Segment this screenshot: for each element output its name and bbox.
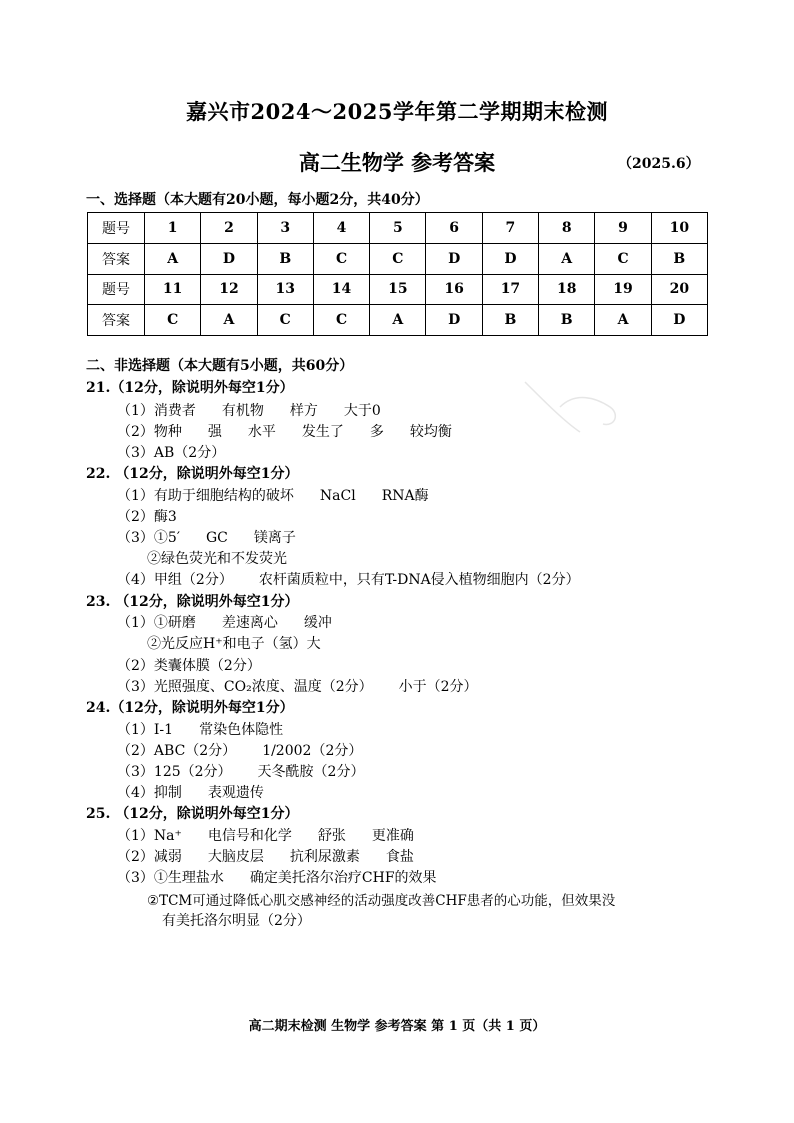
table-cell: C	[313, 305, 369, 336]
q25-line-2: （2）减弱 大脑皮层 抗利尿激素 食盐	[117, 849, 414, 865]
table-cell: 4	[313, 213, 369, 244]
question-21-heading: 21.（12分，除说明外每空1分）	[86, 380, 294, 396]
table-cell: 2	[201, 213, 257, 244]
table-row	[88, 274, 708, 305]
table-cell: 20	[651, 274, 707, 305]
table-cell: 8	[539, 213, 595, 244]
table-cell: B	[257, 243, 313, 274]
q22-line-2: （2）酶3	[117, 509, 177, 525]
q22-line-3b: ②绿色荧光和不发荧光	[147, 551, 287, 567]
pen-mark-decoration	[505, 372, 645, 452]
section-1-heading: 一、选择题（本大题有20小题，每小题2分，共40分）	[86, 192, 429, 208]
table-cell: 9	[595, 213, 651, 244]
table-cell: A	[145, 243, 201, 274]
table-cell: 11	[145, 274, 201, 305]
table-cell: 16	[426, 274, 482, 305]
table-cell: 6	[426, 213, 482, 244]
table-cell: 19	[595, 274, 651, 305]
q22-line-4: （4）甲组（2分） 农杆菌质粒中，只有T-DNA侵入植物细胞内（2分）	[117, 572, 580, 588]
row-label: 答案	[88, 305, 145, 336]
table-cell: 12	[201, 274, 257, 305]
question-24-heading: 24.（12分，除说明外每空1分）	[86, 700, 294, 716]
q25-line-3c: 有美托洛尔明显（2分）	[162, 913, 311, 929]
question-23-heading: 23. （12分，除说明外每空1分）	[86, 594, 299, 610]
q24-line-2: （2）ABC（2分） 1/2002（2分）	[117, 743, 363, 759]
q24-line-1: （1）Ⅰ-1 常染色体隐性	[117, 722, 284, 738]
table-cell: D	[482, 243, 538, 274]
section-2-heading: 二、非选择题（本大题有5小题，共60分）	[86, 358, 354, 374]
exam-date: （2025.6）	[618, 156, 700, 172]
q22-line-1: （1）有助于细胞结构的破坏 NaCl RNA酶	[117, 488, 429, 504]
table-cell: 15	[370, 274, 426, 305]
table-cell: B	[651, 243, 707, 274]
question-25-heading: 25. （12分，除说明外每空1分）	[86, 806, 299, 822]
table-cell: A	[201, 305, 257, 336]
table-cell: 18	[539, 274, 595, 305]
row-label: 答案	[88, 243, 145, 274]
page-title: 嘉兴市2024～2025学年第二学期期末检测	[186, 99, 608, 124]
table-cell: 14	[313, 274, 369, 305]
table-cell: D	[426, 243, 482, 274]
question-22-heading: 22. （12分，除说明外每空1分）	[86, 466, 299, 482]
table-cell: B	[539, 305, 595, 336]
q24-line-4: （4）抑制 表观遗传	[117, 785, 264, 801]
table-cell: 5	[370, 213, 426, 244]
q21-line-1: （1）消费者 有机物 样方 大于0	[117, 403, 381, 419]
answer-table	[87, 212, 708, 336]
table-cell: B	[482, 305, 538, 336]
table-cell: C	[595, 243, 651, 274]
table-cell: A	[370, 305, 426, 336]
table-cell: 3	[257, 213, 313, 244]
q21-line-3: （3）AB（2分）	[117, 445, 226, 461]
table-row	[88, 213, 708, 244]
table-row	[88, 305, 708, 336]
table-row	[88, 243, 708, 274]
q21-line-2: （2）物种 强 水平 发生了 多 较均衡	[117, 424, 452, 440]
table-cell: D	[426, 305, 482, 336]
table-cell: D	[201, 243, 257, 274]
page-subtitle: 高二生物学 参考答案	[298, 150, 496, 175]
q23-line-1b: ②光反应H⁺和电子（氢）大	[147, 636, 321, 652]
table-cell: A	[539, 243, 595, 274]
q25-line-1: （1）Na⁺ 电信号和化学 舒张 更准确	[117, 828, 414, 844]
row-label: 题号	[88, 213, 145, 244]
table-cell: D	[651, 305, 707, 336]
q25-line-3: （3）①生理盐水 确定美托洛尔治疗CHF的效果	[117, 870, 437, 886]
row-label: 题号	[88, 274, 145, 305]
q23-line-3: （3）光照强度、CO₂浓度、温度（2分） 小于（2分）	[117, 679, 478, 695]
table-cell: 1	[145, 213, 201, 244]
table-cell: C	[145, 305, 201, 336]
table-cell: 13	[257, 274, 313, 305]
q23-line-1: （1）①研磨 差速离心 缓冲	[117, 615, 332, 631]
q22-line-3: （3）①5′ GC 镁离子	[117, 530, 296, 546]
table-cell: 7	[482, 213, 538, 244]
table-cell: 17	[482, 274, 538, 305]
table-cell: C	[313, 243, 369, 274]
q24-line-3: （3）125（2分） 天冬酰胺（2分）	[117, 764, 365, 780]
q23-line-2: （2）类囊体膜（2分）	[117, 658, 261, 674]
table-cell: C	[370, 243, 426, 274]
page-footer: 高二期末检测 生物学 参考答案 第 1 页（共 1 页）	[248, 1019, 546, 1034]
table-cell: 10	[651, 213, 707, 244]
table-cell: C	[257, 305, 313, 336]
table-cell: A	[595, 305, 651, 336]
q25-line-3b: ②TCM可通过降低心肌交感神经的活动强度改善CHF患者的心功能，但效果没	[147, 893, 616, 909]
